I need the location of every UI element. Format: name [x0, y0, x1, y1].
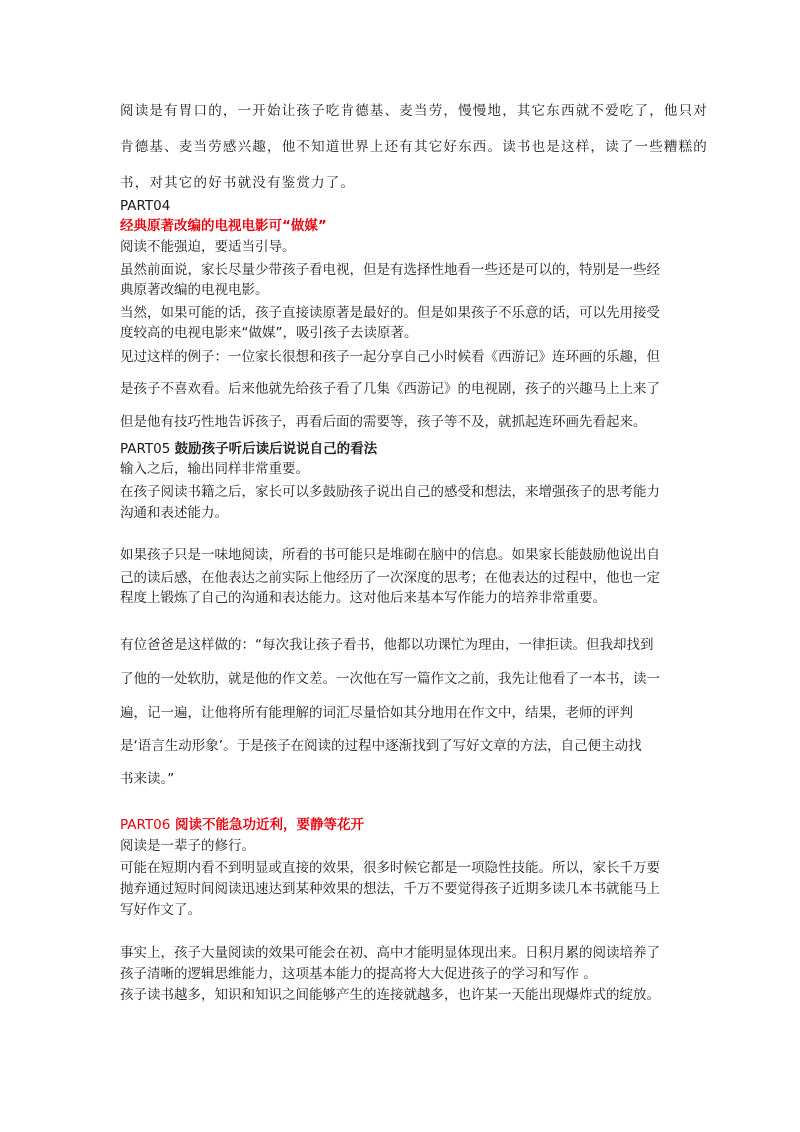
text-line: 了他的一处软肋，就是他的作文差。一次他在写一篇作文之前，我先让他看了一本书，读一: [120, 671, 660, 687]
text-line: 书，对其它的好书就没有鉴赏力了。: [120, 175, 356, 191]
text-line: 事实上，孩子大量阅读的效果可能会在初、高中才能明显体现出来。日积月累的阅读培养了: [120, 945, 660, 961]
section-heading: 鼓励孩子听后读后说说自己的看法: [174, 441, 378, 457]
section-label: PART05: [120, 441, 171, 457]
text-line: 孩子读书越多，知识和知识之间能够产生的连接就越多，也许某一天能出现爆炸式的绽放。: [120, 987, 660, 1003]
text-line: 可能在短期内看不到明显或直接的效果，很多时候它都是一项隐性技能。所以，家长千万要: [120, 860, 660, 876]
text-line: 书来读。”: [120, 771, 175, 787]
text-line: 阅读不能强迫，要适当引导。: [120, 239, 296, 255]
text-line: 当然，如果可能的话，孩子直接读原著是最好的。但是如果孩子不乐意的话，可以先用接受: [120, 305, 660, 321]
text-line: 遍，记一遍，让他将所有能理解的词汇尽量恰如其分地用在作文中，结果，老师的评判: [120, 705, 633, 721]
text-line: 肯德基、麦当劳感兴趣，他不知道世界上还有其它好东西。读书也是这样，读了一些糟糕的: [120, 139, 708, 155]
section-label: PART06: [120, 817, 171, 833]
text-line: 输入之后，输出同样非常重要。: [120, 461, 309, 477]
text-line: 孩子清晰的逻辑思维能力，这项基本能力的提高将大大促进孩子的学习和写作 。: [120, 966, 597, 982]
text-line: 有位爸爸是这样做的：“每次我让孩子看书，他都以功课忙为理由，一律拒读。但我却找到: [120, 637, 654, 653]
section-title: [120, 817, 364, 833]
text-line: 在孩子阅读书籍之后，家长可以多鼓励孩子说出自己的感受和想法，来增强孩子的思考能力: [120, 484, 660, 500]
text-line: 阅读是一辈子的修行。: [120, 838, 255, 854]
text-line: 虽然前面说，家长尽量少带孩子看电视，但是有选择性地看一些还是可以的，特别是一些经: [120, 262, 660, 278]
text-line: 沟通和表述能力。: [120, 505, 228, 521]
text-line: 典原著改编的电视电影。: [120, 282, 269, 298]
text-line: 但是他有技巧性地告诉孩子，再看后面的需要等，孩子等不及，就抓起连环画先看起来。: [120, 414, 647, 430]
text-line: 见过这样的例子：一位家长很想和孩子一起分享自己小时候看《西游记》连环画的乐趣，但: [120, 349, 660, 365]
text-line: 如果孩子只是一味地阅读，所看的书可能只是堆砌在脑中的信息。如果家长能鼓励他说出自: [120, 547, 660, 563]
section-title: [120, 441, 377, 457]
text-line: 阅读是有胃口的，一开始让孩子吃肯德基、麦当劳，慢慢地，其它东西就不爱吃了，他只对: [120, 103, 708, 119]
text-line: 己的读后感，在他表达之前实际上他经历了一次深度的思考；在他表达的过程中，他也一定: [120, 570, 660, 586]
text-line: 写好作文了。: [120, 902, 201, 918]
section-heading: 阅读不能急功近利，要静等花开: [175, 817, 365, 833]
section-heading: 经典原著改编的电视电影可“做媒”: [120, 218, 327, 234]
text-line: 度较高的电视电影来“做媒”，吸引孩子去读原著。: [120, 325, 418, 341]
text-line: 抛弃通过短时间阅读迅速达到某种效果的想法，千万不要觉得孩子近期多读几本书就能马上: [120, 881, 660, 897]
text-line: 是‘语言生动形象’。于是孩子在阅读的过程中逐渐找到了写好文章的方法，自己便主动找: [120, 738, 642, 754]
section-label: PART04: [120, 198, 171, 214]
text-line: 程度上锻炼了自己的沟通和表达能力。这对他后来基本写作能力的培养非常重要。: [120, 590, 606, 606]
text-line: 是孩子不喜欢看。后来他就先给孩子看了几集《西游记》的电视剧，孩子的兴趣马上上来了: [120, 381, 660, 397]
